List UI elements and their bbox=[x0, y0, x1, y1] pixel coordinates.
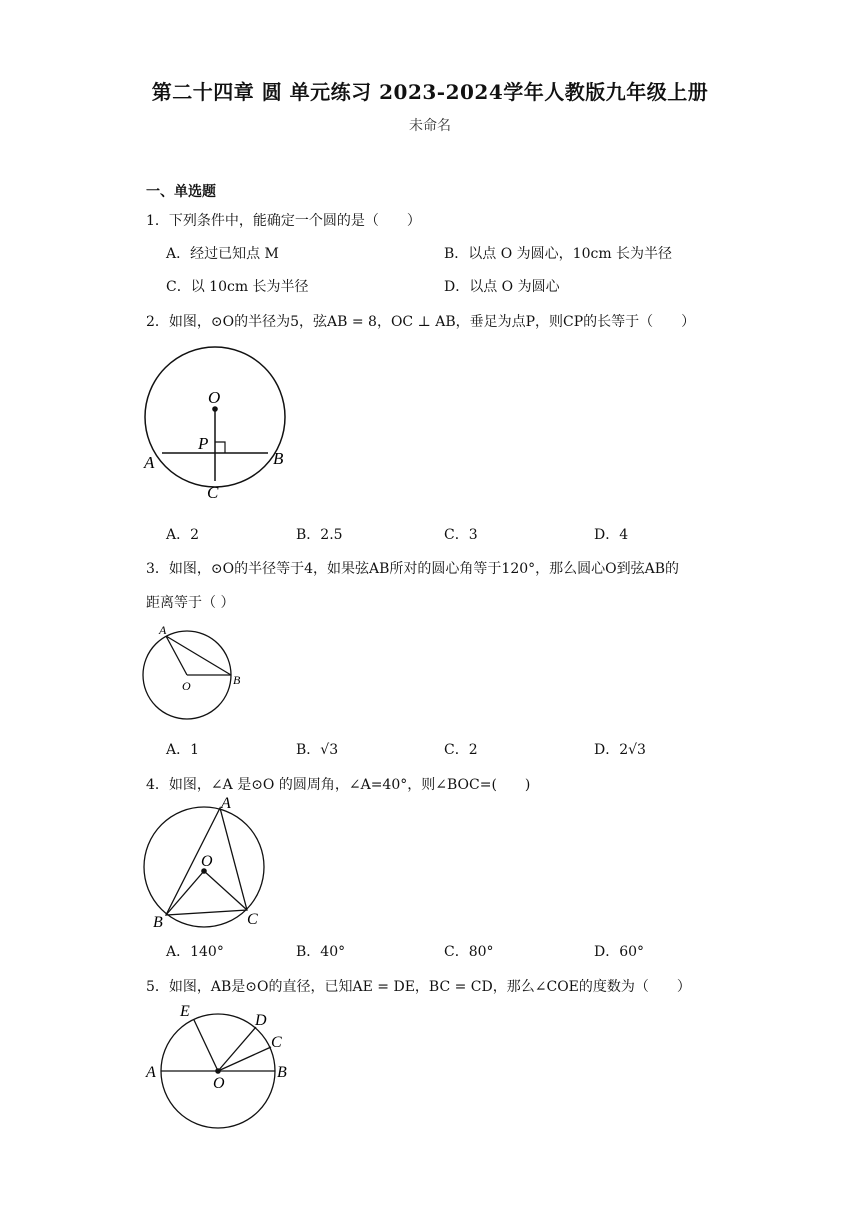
label-a: A bbox=[159, 623, 167, 637]
question-4-option-b: B．40° bbox=[296, 944, 346, 960]
label-p: P bbox=[198, 434, 209, 453]
label-c: C bbox=[247, 911, 258, 928]
question-3-option-a: A．1 bbox=[166, 742, 200, 758]
label-a: A bbox=[144, 453, 155, 472]
question-3-option-d: D．2√3 bbox=[594, 742, 646, 758]
question-4-figure bbox=[140, 795, 280, 935]
label-o: O bbox=[208, 388, 221, 407]
question-5-stem: 5．如图，AB是⊙O的直径，已知AE = DE，BC = CD，那么∠COE的度数为（ ） bbox=[146, 979, 691, 995]
label-a: A bbox=[146, 1064, 156, 1081]
question-3-figure bbox=[140, 620, 250, 725]
question-1-stem: 1．下列条件中，能确定一个圆的是（ ） bbox=[146, 213, 421, 229]
label-b: B bbox=[233, 673, 241, 687]
question-3-stem-line-2: 距离等于（ ） bbox=[146, 595, 235, 611]
label-c: C bbox=[207, 483, 219, 502]
question-4-stem: 4．如图，∠A 是⊙O 的圆周角，∠A=40°，则∠BOC=( ) bbox=[146, 777, 531, 793]
question-4-option-c: C．80° bbox=[444, 944, 494, 960]
label-o: O bbox=[213, 1075, 225, 1092]
label-e: E bbox=[180, 1003, 190, 1020]
question-1-option-d: D．以点 O 为圆心 bbox=[444, 279, 560, 295]
question-2-stem: 2．如图，⊙O的半径为5，弦AB = 8，OC ⊥ AB，垂足为点P，则CP的长等于（ ） bbox=[146, 314, 696, 330]
question-3-option-b: B．√3 bbox=[296, 742, 339, 758]
label-o: O bbox=[201, 853, 213, 870]
question-2-option-a: A．2 bbox=[166, 527, 200, 543]
section-heading: 一、单选题 bbox=[146, 184, 216, 200]
question-2-option-b: B．2.5 bbox=[296, 527, 343, 543]
question-2-option-c: C．3 bbox=[444, 527, 478, 543]
question-2-figure bbox=[140, 345, 300, 505]
label-b: B bbox=[153, 914, 163, 931]
question-2-option-d: D．4 bbox=[594, 527, 629, 543]
question-4-option-a: A．140° bbox=[166, 944, 224, 960]
question-1-option-a: A．经过已知点 M bbox=[166, 246, 279, 262]
label-d: D bbox=[255, 1012, 267, 1029]
page-title: 第二十四章 圆 单元练习 2023-2024学年人教版九年级上册 bbox=[151, 80, 709, 104]
question-1-option-c: C．以 10cm 长为半径 bbox=[166, 279, 309, 295]
label-o: O bbox=[182, 679, 191, 693]
label-c: C bbox=[271, 1034, 282, 1051]
question-3-stem-line-1: 3．如图，⊙O的半径等于4，如果弦AB所对的圆心角等于120°，那么圆心O到弦AB的 bbox=[146, 561, 680, 577]
label-b: B bbox=[277, 1064, 287, 1081]
label-a: A bbox=[221, 795, 231, 812]
question-4-option-d: D．60° bbox=[594, 944, 645, 960]
question-3-option-c: C．2 bbox=[444, 742, 478, 758]
label-b: B bbox=[273, 449, 284, 468]
question-5-figure bbox=[140, 1000, 300, 1135]
page-subtitle: 未命名 bbox=[409, 118, 451, 134]
question-1-option-b: B．以点 O 为圆心，10cm 长为半径 bbox=[444, 246, 673, 262]
